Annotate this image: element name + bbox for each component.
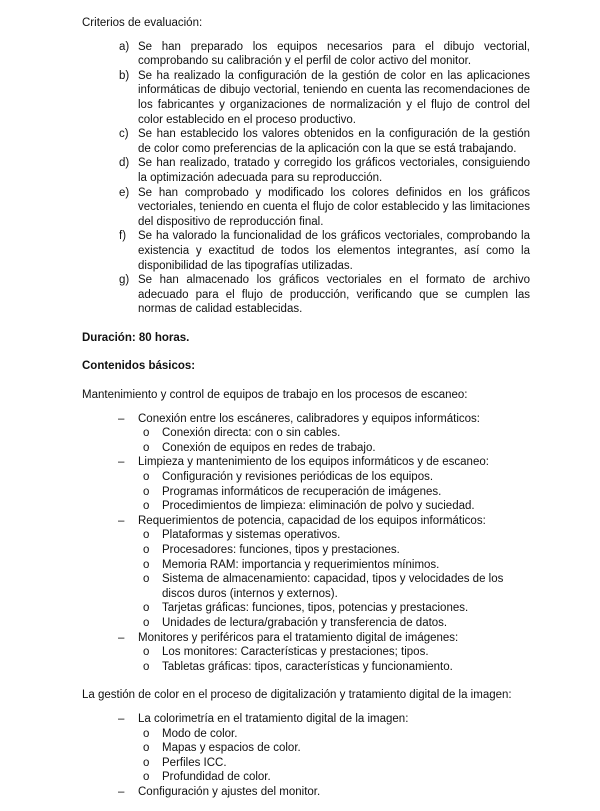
list-item xyxy=(82,127,530,156)
circle-bullet: o xyxy=(143,771,150,784)
circle-bullet: o xyxy=(143,427,150,440)
sub-item-text: Conexión directa: con o sin cables. xyxy=(162,427,341,440)
item-text: Se han establecido los valores obtenidos en la configuración de la gestión de color como preferencias de la aplicación con la que se está trabajando. xyxy=(138,128,530,155)
contents-heading: Contenidos básicos: xyxy=(82,360,196,373)
item-text: Se ha realizado la configuración de la gestión de color en las aplicaciones informáticas de dibujo vectorial, teniendo en cuenta las recomendaciones de los fabricantes y organizaciones de normalización y el flujo de control del color establecido en el proceso productivo. xyxy=(138,69,530,126)
list-item xyxy=(82,712,530,785)
sub-item-text: Conexión de equipos en redes de trabajo. xyxy=(162,441,376,454)
item-letter: f) xyxy=(119,230,127,243)
circle-bullet: o xyxy=(143,616,150,629)
sub-list-item xyxy=(82,499,530,514)
item-text: Se ha valorado la funcionalidad de los gráficos vectoriales, comprobando la existencia y exactitud de todos los elementos integrantes, así como la disponibilidad de las tipografías utilizadas. xyxy=(138,230,530,272)
sub-list-item xyxy=(82,543,530,558)
circle-bullet: o xyxy=(143,485,150,498)
circle-bullet: o xyxy=(143,471,150,484)
circle-bullet: o xyxy=(143,544,150,556)
dash-bullet: – xyxy=(118,514,125,527)
list-item xyxy=(82,186,530,230)
sub-list-item xyxy=(82,426,530,441)
sub-item-text: Procesadores: funciones, tipos y prestaciones. xyxy=(162,544,400,556)
circle-bullet: o xyxy=(143,441,150,454)
dash-bullet: – xyxy=(118,631,125,644)
document-page xyxy=(82,16,530,800)
list-item xyxy=(82,631,530,675)
item-letter: b) xyxy=(119,69,130,82)
sub-list-item xyxy=(82,660,530,675)
sub-list-item xyxy=(82,770,530,785)
sub-list-item xyxy=(82,528,530,543)
item-letter: g) xyxy=(119,274,130,287)
section1-list xyxy=(82,412,530,675)
item-letter: c) xyxy=(119,128,129,141)
list-item xyxy=(82,514,530,631)
sub-list-item xyxy=(82,645,530,660)
sub-list-item xyxy=(82,756,530,771)
circle-bullet: o xyxy=(143,660,150,673)
dash-bullet: – xyxy=(118,785,125,798)
sub-list-item xyxy=(82,601,530,616)
sub-item-text: Profundidad de color. xyxy=(162,771,271,784)
item-text: Requerimientos de potencia, capacidad de los equipos informáticos: xyxy=(138,514,486,527)
sub-item-text: Programas informáticos de recuperación de imágenes. xyxy=(162,485,442,498)
circle-bullet: o xyxy=(143,602,150,615)
circle-bullet: o xyxy=(143,727,150,740)
sub-item-text: Plataformas y sistemas operativos. xyxy=(162,529,341,542)
criteria-title: Criterios de evaluación: xyxy=(82,17,203,29)
list-item xyxy=(82,69,530,127)
item-text: Conexión entre los escáneres, calibradores y equipos informáticos: xyxy=(138,412,480,425)
sub-list xyxy=(138,470,530,514)
item-text: Se han comprobado y modificado los colores definidos en los gráficos vectoriales, teniendo en cuenta el flujo de color establecido y las limitaciones del dispositivo de reproducción final. xyxy=(138,186,530,228)
duration-heading: Duración: 80 horas. xyxy=(82,331,190,344)
list-item xyxy=(82,229,530,273)
circle-bullet: o xyxy=(143,529,150,542)
section-intro: La gestión de color en el proceso de digitalización y tratamiento digital de la imagen: xyxy=(82,689,512,702)
sub-list xyxy=(138,645,530,674)
sub-list-item xyxy=(82,485,530,500)
sub-item-text: Memoria RAM: importancia y requerimientos mínimos. xyxy=(162,558,440,571)
sub-list-item xyxy=(82,441,530,456)
sub-list-item xyxy=(82,727,530,742)
item-text: La colorimetría en el tratamiento digital de la imagen: xyxy=(138,712,409,725)
list-item xyxy=(82,156,530,185)
item-text: Monitores y periféricos para el tratamiento digital de imágenes: xyxy=(138,631,459,644)
item-text: Se han realizado, tratado y corregido los gráficos vectoriales, consiguiendo la optimización adecuada para su reproducción. xyxy=(138,157,530,184)
sub-item-text: Mapas y espacios de color. xyxy=(162,742,301,755)
section-intro: Mantenimiento y control de equipos de trabajo en los procesos de escaneo: xyxy=(82,389,468,402)
sub-list-item xyxy=(82,470,530,485)
sub-item-text: Unidades de lectura/grabación y transferencia de datos. xyxy=(162,616,448,629)
sub-list xyxy=(138,727,530,785)
sub-item-text: Tabletas gráficas: tipos, características y funcionamiento. xyxy=(162,660,453,673)
item-letter: d) xyxy=(119,157,130,170)
item-text: Limpieza y mantenimiento de los equipos informáticos y de escaneo: xyxy=(138,456,489,469)
circle-bullet: o xyxy=(143,558,150,571)
item-text: Se han preparado los equipos necesarios para el dibujo vectorial, comprobando su calibración y el perfil de color activo del monitor. xyxy=(138,40,530,68)
dash-bullet: – xyxy=(118,712,125,725)
section2-list xyxy=(82,712,530,800)
sub-item-text: Modo de color. xyxy=(162,727,238,740)
sub-list-item xyxy=(82,616,530,631)
sub-list-item xyxy=(82,741,530,756)
list-item xyxy=(82,40,530,69)
sub-item-text: Configuración y revisiones periódicas de los equipos. xyxy=(162,471,434,484)
item-text: Configuración y ajustes del monitor. xyxy=(138,785,321,798)
circle-bullet: o xyxy=(143,500,150,513)
sub-list-item xyxy=(82,558,530,573)
item-letter: e) xyxy=(119,186,130,199)
dash-bullet: – xyxy=(118,412,125,425)
list-item xyxy=(82,273,530,317)
sub-list-item xyxy=(82,572,530,601)
circle-bullet: o xyxy=(143,573,150,586)
sub-item-text: Sistema de almacenamiento: capacidad, tipos y velocidades de los discos duros (internos y externos). xyxy=(162,573,504,600)
sub-item-text: Los monitores: Características y prestaciones; tipos. xyxy=(162,646,429,659)
sub-list xyxy=(138,426,530,455)
sub-item-text: Perfiles ICC. xyxy=(162,756,227,769)
sub-list xyxy=(138,528,530,630)
list-item xyxy=(82,785,530,800)
circle-bullet: o xyxy=(143,646,150,659)
item-letter: a) xyxy=(119,40,130,53)
dash-bullet: – xyxy=(118,456,125,469)
list-item xyxy=(82,455,530,513)
criteria-list xyxy=(82,40,530,317)
item-text: Se han almacenado los gráficos vectoriales en el formato de archivo adecuado para el flujo de producción, verificando que se cumplen las normas de calidad establecidas. xyxy=(138,274,530,316)
circle-bullet: o xyxy=(143,742,150,755)
sub-item-text: Tarjetas gráficas: funciones, tipos, potencias y prestaciones. xyxy=(162,602,469,615)
circle-bullet: o xyxy=(143,756,150,769)
list-item xyxy=(82,412,530,456)
sub-item-text: Procedimientos de limpieza: eliminación de polvo y suciedad. xyxy=(162,500,475,513)
